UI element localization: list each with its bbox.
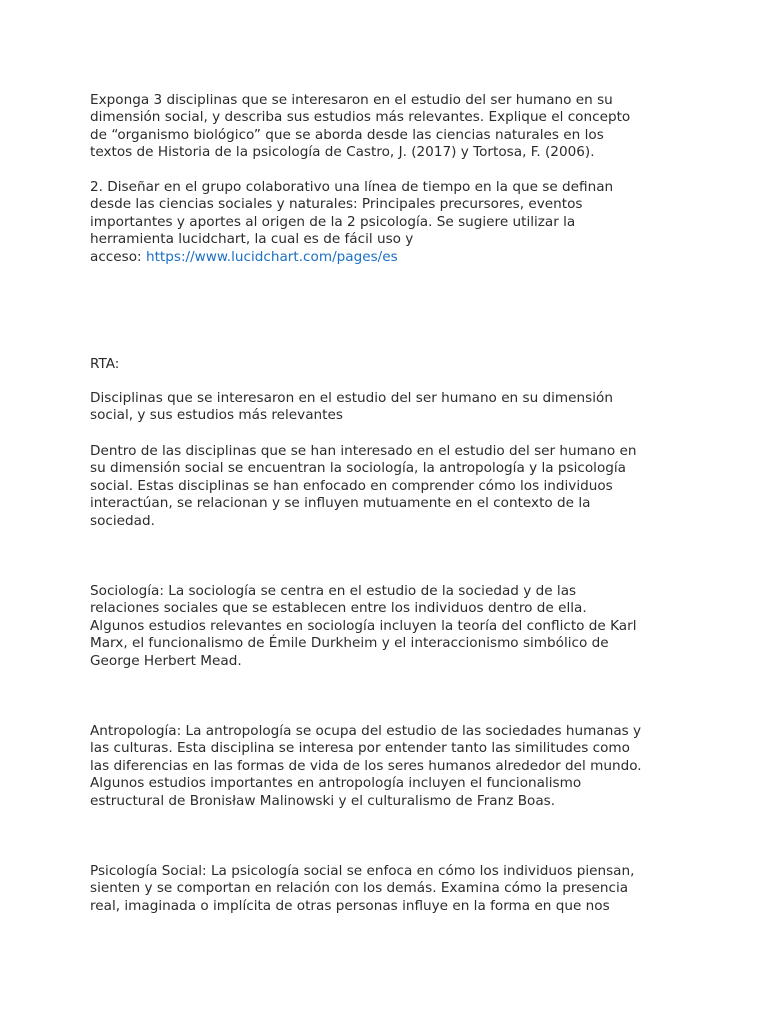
prompt-intro-paragraph: Exponga 3 disciplinas que se interesaron en el estudio del ser humano en su dimensión social, y describa sus estudios más relevantes. Explique el concepto de “organismo biológico” que se aborda desde las ciencias naturales en los textos de Historia de la psicología de Castro, J. (2017) y Tortosa, F. (2006). <box>90 92 631 161</box>
prompt-task2-paragraph <box>90 179 613 266</box>
rta-label: RTA: <box>90 356 120 372</box>
section-heading: Disciplinas que se interesaron en el estudio del ser humano en su dimensión social, y sus estudios más relevantes <box>90 390 613 424</box>
lucidchart-link[interactable]: https://www.lucidchart.com/pages/es <box>145 248 398 265</box>
antropologia-paragraph: Antropología: La antropología se ocupa del estudio de las sociedades humanas y las culturas. Esta disciplina se interesa por entender tanto las similitudes como las diferencias en las formas de vida de los seres humanos alrededor del mundo. Algunos estudios importantes en antropología incluyen el funcionalismo estructural de Bronisław Malinowski y el culturalismo de Franz Boas. <box>90 723 642 809</box>
sociologia-paragraph: Sociología: La sociología se centra en el estudio de la sociedad y de las relaciones sociales que se establecen entre los individuos dentro de ella. Algunos estudios relevantes en sociología incluyen la teoría del conflicto de Karl Marx, el funcionalismo de Émile Durkheim y el interaccionismo simbólico de George Herbert Mead. <box>90 583 637 669</box>
prompt-task2-text: 2. Diseñar en el grupo colaborativo una línea de tiempo en la que se definan desde las ciencias sociales y naturales: Principales precursores, eventos importantes y aportes al origen de la 2 psicología. Se sugiere utilizar la herramienta lucidchart, la cual es de fácil uso y acceso: <box>90 179 614 265</box>
intro-paragraph: Dentro de las disciplinas que se han interesado en el estudio del ser humano en su dimensión social se encuentran la sociología, la antropología y la psicología social. Estas disciplinas se han enfocado en comprender cómo los individuos interactúan, se relacionan y se influyen mutuamente en el contexto de la sociedad. <box>90 443 637 529</box>
psicologia-social-paragraph: Psicología Social: La psicología social se enfoca en cómo los individuos piensan, sienten y se comportan en relación con los demás. Examina cómo la presencia real, imaginada o implícita de otras personas influye en la forma en que nos <box>90 863 635 914</box>
